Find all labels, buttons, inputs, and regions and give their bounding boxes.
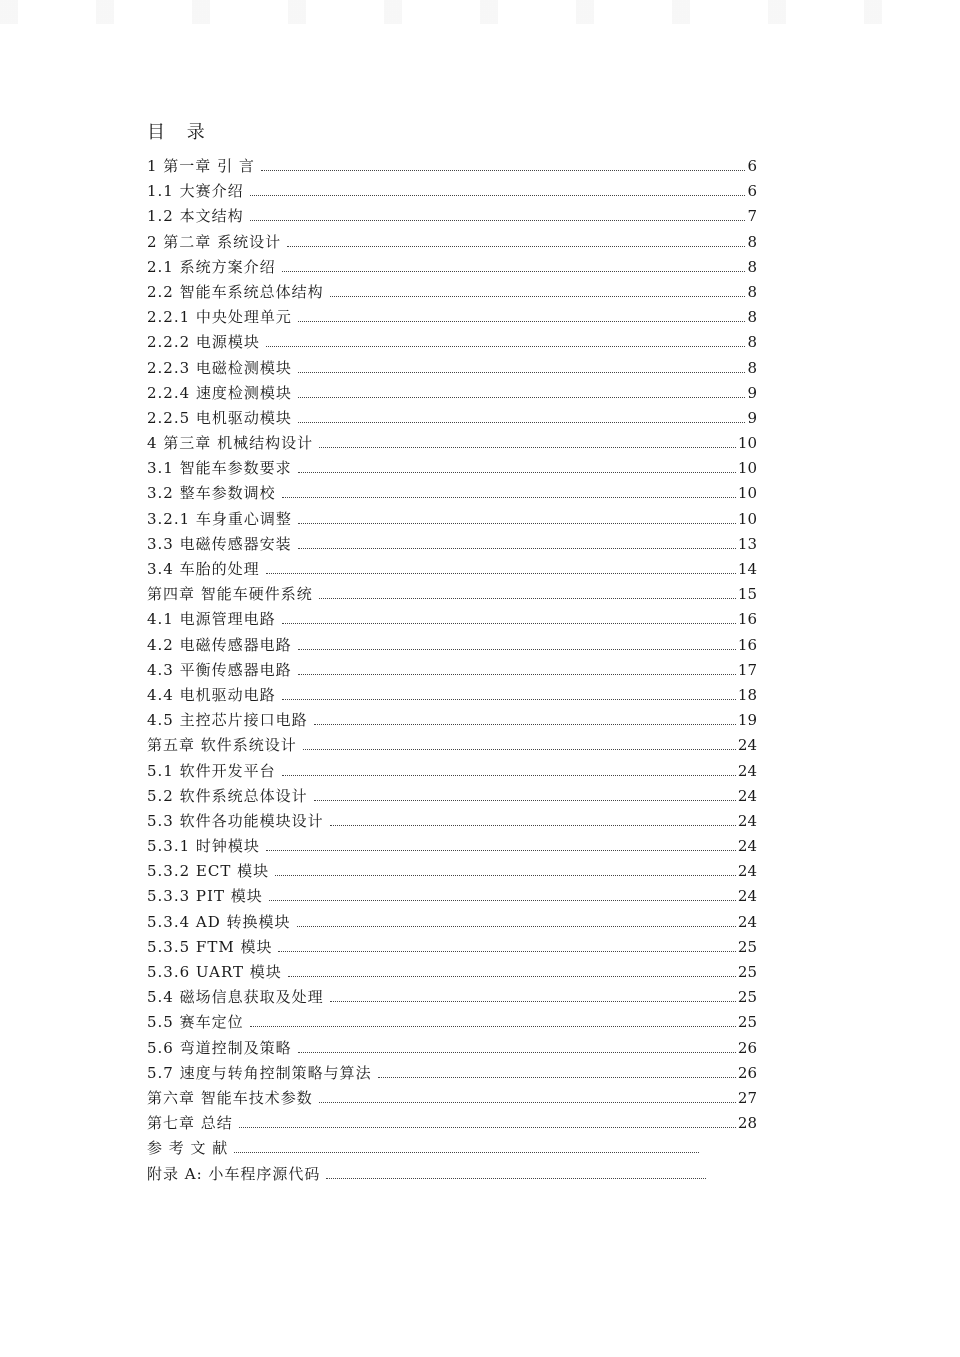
- toc-entry[interactable]: [147, 1136, 757, 1161]
- toc-entry[interactable]: [147, 910, 757, 935]
- toc-entry[interactable]: [147, 305, 757, 330]
- toc-entry-page: 8: [747, 282, 757, 301]
- toc-dot-leader: [282, 699, 736, 700]
- toc-entry[interactable]: [147, 759, 757, 784]
- toc-entry-page: 19: [737, 711, 757, 730]
- toc-entry-page: 10: [737, 509, 757, 528]
- toc-entry[interactable]: [147, 582, 757, 607]
- toc-dot-leader: [298, 674, 736, 675]
- toc-dot-leader: [330, 1001, 736, 1002]
- toc-entry-label: 5.3.1 时钟模块: [147, 837, 260, 856]
- toc-entry-label: 5.3.3 PIT 模块: [147, 887, 263, 906]
- toc-entry-page: 18: [737, 685, 757, 704]
- toc-entry-label: 5.7 速度与转角控制策略与算法: [147, 1063, 372, 1082]
- toc-entry[interactable]: [147, 809, 757, 834]
- toc-dot-leader: [319, 447, 736, 448]
- toc-entry[interactable]: [147, 935, 757, 960]
- toc-entry[interactable]: [147, 557, 757, 582]
- toc-entry[interactable]: [147, 481, 757, 506]
- toc-entry-page: 14: [737, 560, 757, 578]
- toc-entry-label: 参 考 文 献: [147, 1139, 229, 1158]
- toc-entry[interactable]: [147, 330, 757, 355]
- toc-entry[interactable]: [147, 859, 757, 884]
- toc-entry-label: 第七章 总结: [147, 1114, 233, 1133]
- table-of-contents: [147, 120, 757, 1187]
- toc-dot-leader: [298, 372, 746, 373]
- toc-entry-page: 26: [737, 1038, 757, 1057]
- toc-entry-page: 6: [747, 182, 757, 201]
- toc-dot-leader: [298, 397, 746, 398]
- toc-entry-label: 2.1 系统方案介绍: [147, 257, 276, 276]
- toc-entry-label: 5.1 软件开发平台: [147, 761, 276, 780]
- toc-entry-label: 2.2.2 电源模块: [147, 333, 260, 352]
- toc-entry[interactable]: [147, 1010, 757, 1035]
- toc-entry-label: 5.6 弯道控制及策略: [147, 1038, 292, 1057]
- toc-entry-label: 第六章 智能车技术参数: [147, 1088, 313, 1107]
- toc-entry[interactable]: [147, 1086, 757, 1111]
- toc-entry[interactable]: [147, 456, 757, 481]
- toc-entry[interactable]: [147, 230, 757, 255]
- toc-entry[interactable]: [147, 607, 757, 632]
- toc-entry-page: 13: [737, 534, 757, 553]
- toc-dot-leader: [275, 875, 736, 876]
- toc-entry[interactable]: [147, 204, 757, 229]
- toc-entry-label: 5.3.4 AD 转换模块: [147, 912, 291, 931]
- toc-entry[interactable]: [147, 154, 757, 179]
- toc-entry-page: 15: [737, 585, 757, 604]
- toc-entry-label: 4.2 电磁传感器电路: [147, 635, 292, 654]
- toc-dot-leader: [266, 573, 736, 574]
- toc-entry-label: 第五章 软件系统设计: [147, 736, 297, 755]
- toc-dot-leader: [319, 598, 736, 599]
- toc-entry-page: 25: [737, 988, 757, 1007]
- toc-entry-page: 24: [737, 837, 757, 856]
- toc-dot-leader: [266, 346, 746, 347]
- toc-entry-page: 9: [747, 383, 757, 402]
- toc-dot-leader: [250, 1026, 736, 1027]
- toc-dot-leader: [234, 1152, 699, 1153]
- toc-entry[interactable]: [147, 507, 757, 532]
- toc-dot-leader: [298, 523, 736, 524]
- toc-entry-page: 8: [747, 308, 757, 327]
- toc-entry-label: 3.1 智能车参数要求: [147, 459, 292, 478]
- toc-entry[interactable]: [147, 532, 757, 557]
- toc-entry[interactable]: [147, 834, 757, 859]
- toc-entry-label: 3.4 车胎的处理: [147, 560, 260, 578]
- toc-entry-page: 26: [737, 1063, 757, 1082]
- toc-entry-label: 3.2.1 车身重心调整: [147, 509, 292, 528]
- toc-entry-page: 24: [737, 862, 757, 881]
- toc-dot-leader: [288, 976, 736, 977]
- toc-entry-label: 2.2.1 中央处理单元: [147, 308, 292, 327]
- toc-dot-leader: [261, 170, 746, 171]
- toc-entry[interactable]: [147, 255, 757, 280]
- toc-dot-leader: [330, 825, 736, 826]
- toc-entry-page: 8: [747, 257, 757, 276]
- toc-entry-label: 5.5 赛车定位: [147, 1013, 244, 1032]
- toc-entry-page: 24: [737, 887, 757, 906]
- toc-dot-leader: [319, 1102, 736, 1103]
- toc-entry-label: 第四章 智能车硬件系统: [147, 585, 313, 604]
- toc-entry-label: 1.2 本文结构: [147, 207, 244, 226]
- toc-dot-leader: [326, 1178, 706, 1179]
- toc-entry-label: 2.2 智能车系统总体结构: [147, 282, 324, 301]
- toc-dot-leader: [298, 472, 736, 473]
- toc-entry-page: 8: [747, 232, 757, 251]
- toc-entry-label: 4.5 主控芯片接口电路: [147, 711, 308, 730]
- toc-list: [147, 154, 757, 1187]
- toc-entry-page: 10: [737, 459, 757, 478]
- toc-entry-page: 10: [737, 484, 757, 503]
- toc-entry-label: 2.2.4 速度检测模块: [147, 383, 292, 402]
- toc-entry-label: 4.4 电机驱动电路: [147, 685, 276, 704]
- toc-entry[interactable]: [147, 1036, 757, 1061]
- toc-entry-page: 25: [737, 963, 757, 981]
- toc-entry-page: 8: [747, 358, 757, 377]
- toc-entry-label: 4 第三章 机械结构设计: [147, 434, 314, 453]
- toc-dot-leader: [303, 749, 736, 750]
- toc-entry[interactable]: [147, 280, 757, 305]
- toc-entry-label: 5.3.5 FTM 模块: [147, 937, 273, 956]
- toc-entry-page: 17: [737, 660, 757, 679]
- toc-dot-leader: [298, 649, 736, 650]
- toc-entry[interactable]: [147, 733, 757, 758]
- toc-entry-page: 7: [747, 207, 757, 226]
- toc-entry[interactable]: [147, 406, 757, 431]
- toc-entry[interactable]: [147, 960, 757, 985]
- toc-entry[interactable]: [147, 884, 757, 909]
- toc-dot-leader: [297, 926, 736, 927]
- toc-dot-leader: [287, 246, 745, 247]
- toc-entry-label: 5.4 磁场信息获取及处理: [147, 988, 324, 1007]
- toc-entry-page: 24: [737, 912, 757, 931]
- toc-entry-page: 9: [747, 408, 757, 427]
- toc-dot-leader: [250, 220, 746, 221]
- toc-entry-label: 4.1 电源管理电路: [147, 610, 276, 629]
- toc-title: 目 录: [147, 122, 213, 143]
- toc-entry[interactable]: [147, 431, 757, 456]
- toc-entry-page: 24: [737, 761, 757, 780]
- toc-entry-page: 8: [747, 333, 757, 352]
- toc-dot-leader: [298, 1052, 736, 1053]
- toc-entry[interactable]: [147, 985, 757, 1010]
- toc-entry-page: 25: [737, 1013, 757, 1032]
- toc-dot-leader: [282, 497, 736, 498]
- toc-entry[interactable]: [147, 1111, 757, 1136]
- toc-entry-label: 1 第一章 引 言: [147, 157, 255, 175]
- toc-entry-label: 3.3 电磁传感器安装: [147, 534, 292, 553]
- toc-dot-leader: [282, 775, 736, 776]
- toc-entry[interactable]: [147, 179, 757, 204]
- toc-entry-page: 28: [737, 1114, 757, 1133]
- toc-entry-page: 16: [737, 635, 757, 654]
- toc-dot-leader: [314, 724, 736, 725]
- toc-dot-leader: [278, 951, 735, 952]
- toc-dot-leader: [250, 195, 746, 196]
- toc-entry-page: 16: [737, 610, 757, 629]
- toc-entry[interactable]: [147, 1061, 757, 1086]
- toc-entry-label: 5.3 软件各功能模块设计: [147, 811, 324, 830]
- toc-entry-label: 2 第二章 系统设计: [147, 232, 282, 251]
- toc-entry[interactable]: [147, 708, 757, 733]
- toc-entry-page: 10: [737, 434, 757, 453]
- toc-entry[interactable]: [147, 356, 757, 381]
- toc-dot-leader: [269, 900, 736, 901]
- toc-entry[interactable]: [147, 683, 757, 708]
- toc-dot-leader: [298, 548, 736, 549]
- toc-entry[interactable]: [147, 1162, 757, 1187]
- toc-dot-leader: [266, 850, 736, 851]
- toc-dot-leader: [378, 1077, 736, 1078]
- toc-entry-label: 4.3 平衡传感器电路: [147, 660, 292, 679]
- toc-entry-label: 附录 A: 小车程序源代码: [147, 1164, 321, 1183]
- toc-dot-leader: [239, 1127, 736, 1128]
- toc-dot-leader: [298, 422, 746, 423]
- toc-entry[interactable]: [147, 381, 757, 406]
- toc-entry-label: 2.2.3 电磁检测模块: [147, 358, 292, 377]
- toc-entry-page: 24: [737, 786, 757, 805]
- toc-entry-label: 5.3.2 ECT 模块: [147, 862, 270, 881]
- toc-entry[interactable]: [147, 658, 757, 683]
- toc-entry-page: 25: [737, 937, 757, 956]
- toc-entry-page: 24: [737, 811, 757, 830]
- toc-entry[interactable]: [147, 784, 757, 809]
- watermark-band: [0, 0, 960, 24]
- toc-entry-label: 3.2 整车参数调校: [147, 484, 276, 503]
- toc-entry-page: 27: [737, 1088, 757, 1107]
- toc-dot-leader: [282, 623, 736, 624]
- toc-dot-leader: [282, 271, 746, 272]
- toc-entry-page: 6: [747, 157, 757, 175]
- toc-entry-label: 2.2.5 电机驱动模块: [147, 408, 292, 427]
- toc-entry[interactable]: [147, 633, 757, 658]
- toc-dot-leader: [330, 296, 746, 297]
- toc-dot-leader: [314, 800, 736, 801]
- toc-entry-label: 5.2 软件系统总体设计: [147, 786, 308, 805]
- toc-entry-label: 1.1 大赛介绍: [147, 182, 244, 201]
- toc-dot-leader: [298, 321, 746, 322]
- toc-entry-page: 24: [737, 736, 757, 755]
- toc-entry-label: 5.3.6 UART 模块: [147, 963, 282, 981]
